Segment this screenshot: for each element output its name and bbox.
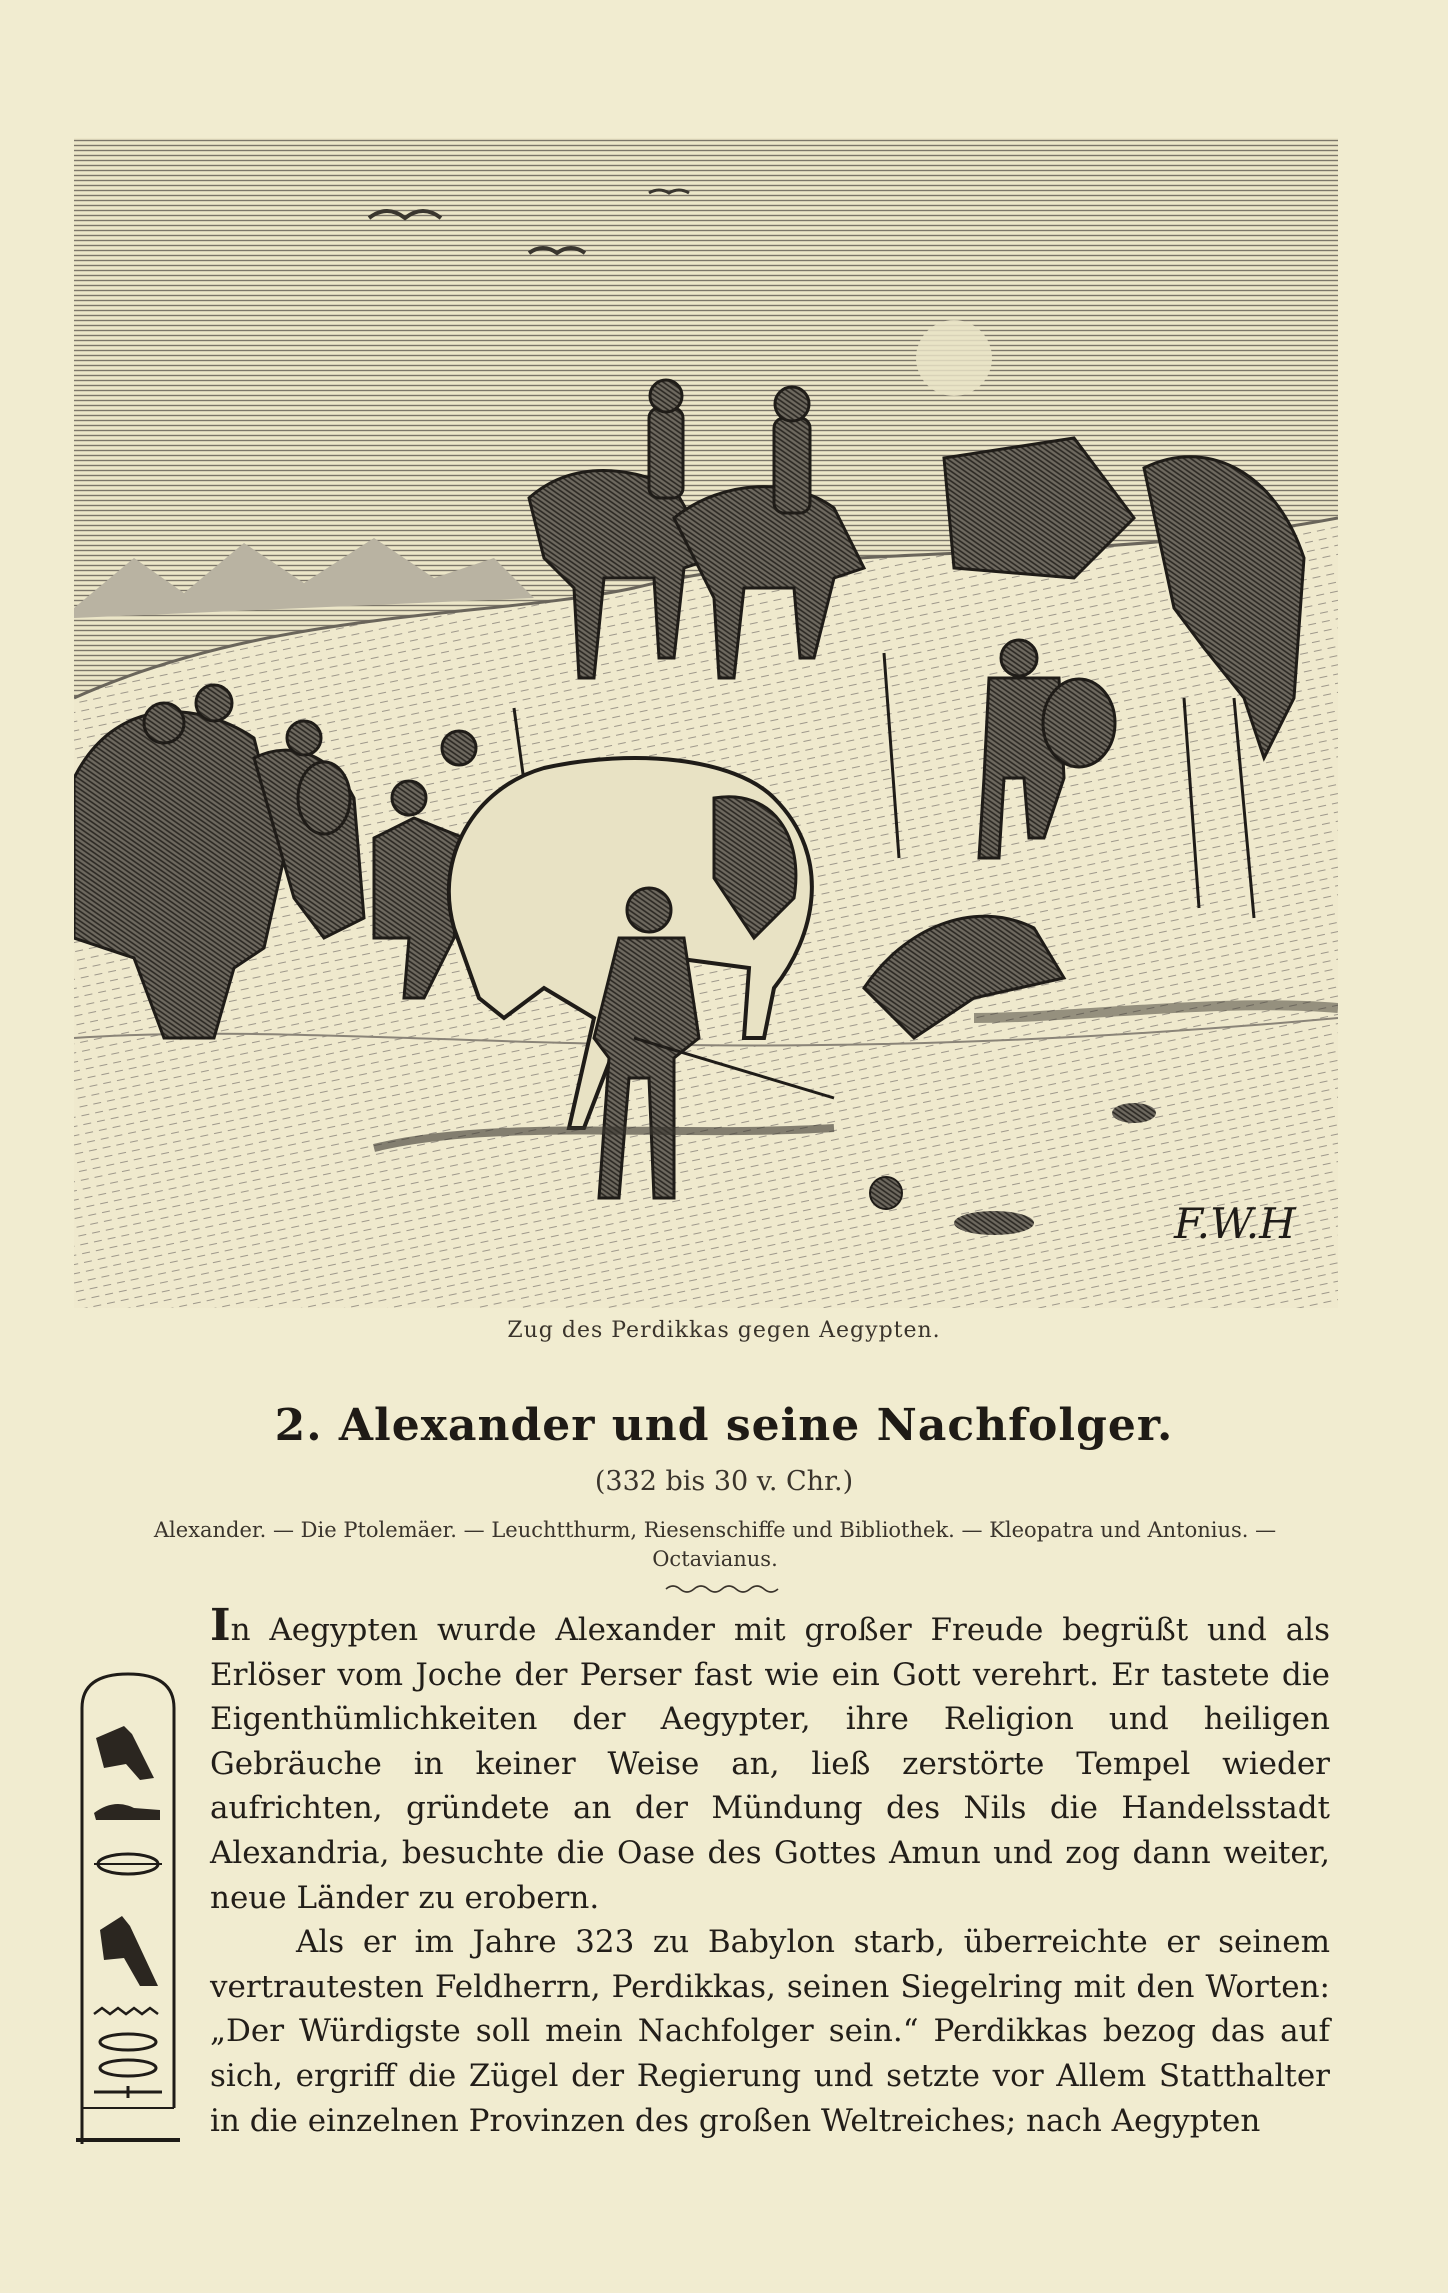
wavy-divider-ornament — [664, 1582, 784, 1596]
hieroglyph-cartouche — [74, 1668, 182, 2144]
march-scene-image — [74, 138, 1338, 1308]
paragraph-2: Als er im Jahre 323 zu Babylon starb, überreichte er seinem vertrautesten Feldherrn, Perdikkas, seinen Siegelring mit den Worten: „Der Würdigste soll mein Nachfolger sein.“ Perdikkas bezog das auf sich, ergriff die Zügel der Regierung und setzte vor Allem Statthalter in die einzelnen Provinzen des großen Weltreiches; nach Aegypten — [210, 1924, 1330, 2139]
chapter-dates: (332 bis 30 v. Chr.) — [594, 1466, 854, 1497]
cartouche-icon — [74, 1668, 182, 2144]
paragraph-1-text: n Aegypten wurde Alexander mit großer Freude begrüßt und als Erlöser vom Joche der Perser fast wie ein Gott verehrt. Er tastete die Eigenthümlichkeiten der Aegypter, ihre Religion und heiligen Gebräuche in keiner Weise an, ließ zerstörte Tempel wieder aufrichten, gründete an der Mündung des Nils die Handelsstadt Alexandria, besuchte die Oase des Gottes Amun und zog dann weiter, neue Länder zu erobern. — [210, 1612, 1330, 1916]
initial-letter: I — [210, 1600, 231, 1651]
illustration-caption: Zug des Perdikkas gegen Aegypten. — [507, 1318, 941, 1343]
body-text — [210, 1600, 1330, 2143]
chapter-title: 2. Alexander und seine Nachfolger. — [274, 1400, 1174, 1451]
chapter-summary: Alexander. — Die Ptolemäer. — Leuchtthurm, Riesenschiffe und Bibliothek. — Kleopatra und Antonius. — Octavianus. — [153, 1518, 1277, 1571]
artist-signature: F.W.H — [1174, 1199, 1296, 1248]
paragraph-1 — [210, 1600, 1330, 1920]
engraving-illustration — [74, 138, 1338, 1308]
